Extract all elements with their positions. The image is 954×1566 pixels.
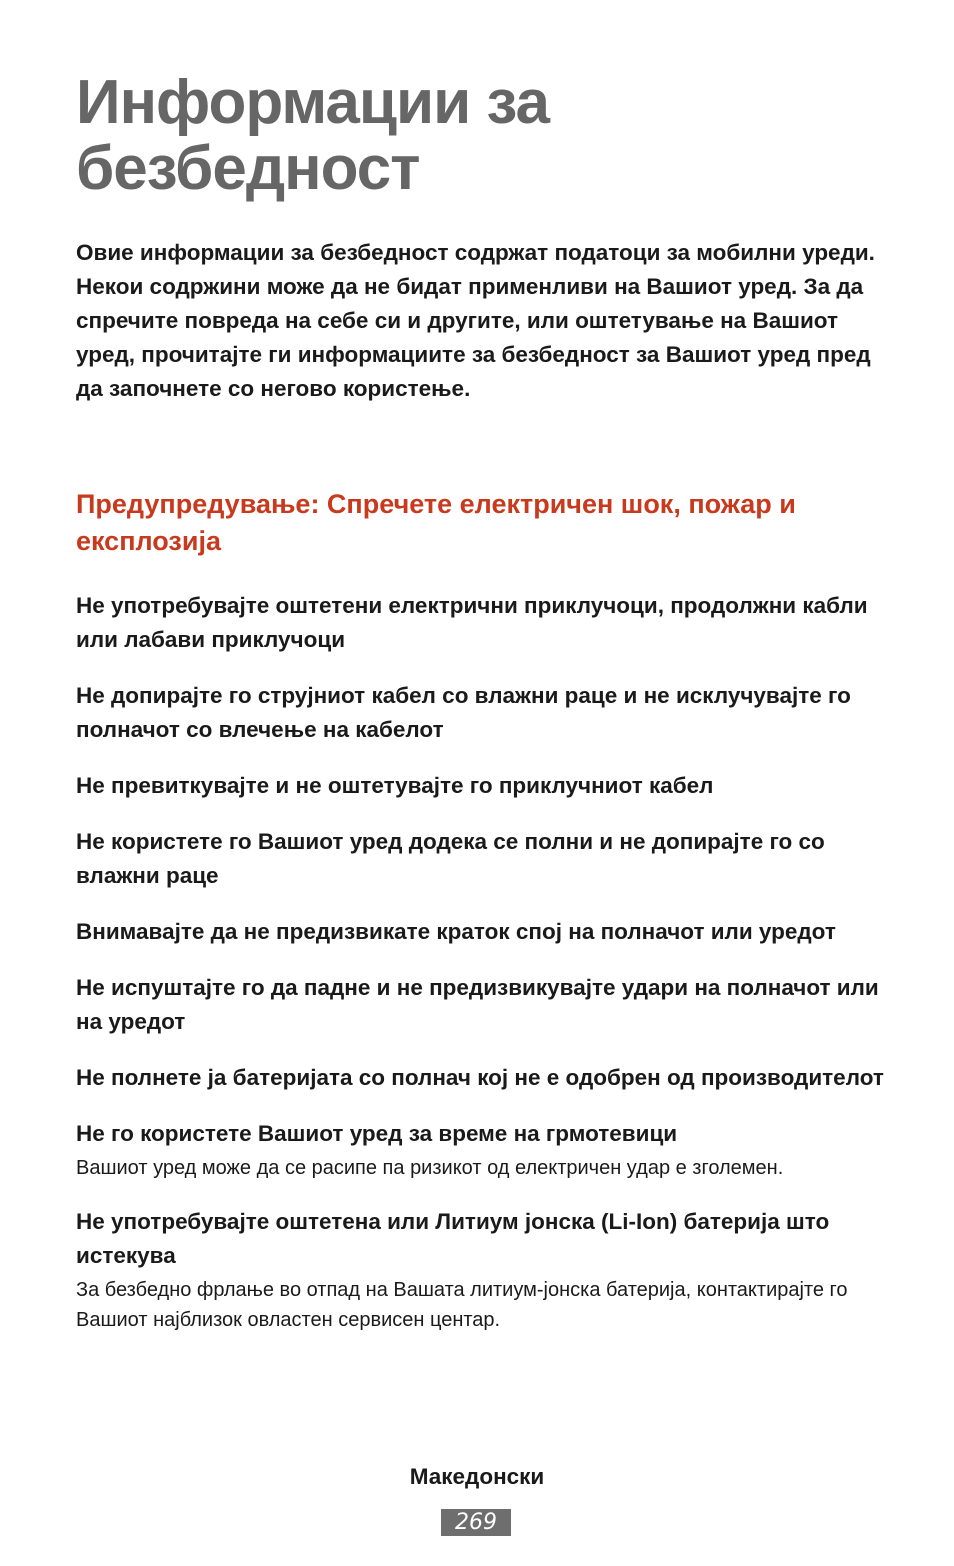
safety-item xyxy=(76,589,886,657)
safety-item xyxy=(76,1117,886,1183)
safety-item-description: За безбедно фрлање во отпад на Вашата литиум-јонска батерија, контактирајте го Вашиот најблизок овластен сервисен центар. xyxy=(76,1279,848,1331)
safety-items-list xyxy=(76,589,886,1357)
safety-item xyxy=(76,1061,886,1095)
safety-item-title: Не го користете Вашиот уред за време на грмотевици xyxy=(76,1121,678,1146)
safety-item xyxy=(76,825,886,893)
safety-item-title: Не полнете ја батеријата со полнач кој не е одобрен од производителот xyxy=(76,1065,884,1090)
safety-item-title: Не употребувајте оштетена или Литиум јонска (Li-Ion) батерија што истекува xyxy=(76,1209,830,1268)
safety-item xyxy=(76,1205,886,1335)
safety-item xyxy=(76,915,886,949)
safety-item-title: Не превиткувајте и не оштетувајте го приклучниот кабел xyxy=(76,773,714,798)
safety-item-title: Не допирајте го струјниот кабел со влажни раце и не исклучувајте го полначот со влечење на кабелот xyxy=(76,683,851,742)
safety-item-title: Не користете го Вашиот уред додека се полни и не допирајте го со влажни раце xyxy=(76,829,825,888)
safety-item-title: Не употребувајте оштетени електрични приклучоци, продолжни кабли или лабави приклучоци xyxy=(76,593,868,652)
safety-item-title: Внимавајте да не предизвикате краток спој на полначот или уредот xyxy=(76,919,836,944)
safety-item-description: Вашиот уред може да се расипе па ризикот од електричен удар е зголемен. xyxy=(76,1157,784,1179)
safety-item xyxy=(76,971,886,1039)
page-title: Информации за безбедност xyxy=(76,68,549,203)
warning-heading: Предупредување: Спречете електричен шок, пожар и експлозија xyxy=(76,489,796,556)
footer-language: Македонски xyxy=(409,1464,545,1489)
intro-paragraph: Овие информации за безбедност содржат податоци за мобилни уреди. Некои содржини може да не бидат применливи на Вашиот уред. За да спречите повреда на себе си и другите, или оштетување на Вашиот уред, прочитајте ги информациите за безбедност за Вашиот уред пред да започнете со негово користење. xyxy=(76,240,875,401)
safety-item xyxy=(76,679,886,747)
page-number: 269 xyxy=(441,1509,511,1536)
safety-item xyxy=(76,769,886,803)
safety-item-title: Не испуштајте го да падне и не предизвикувајте удари на полначот или на уредот xyxy=(76,975,879,1034)
